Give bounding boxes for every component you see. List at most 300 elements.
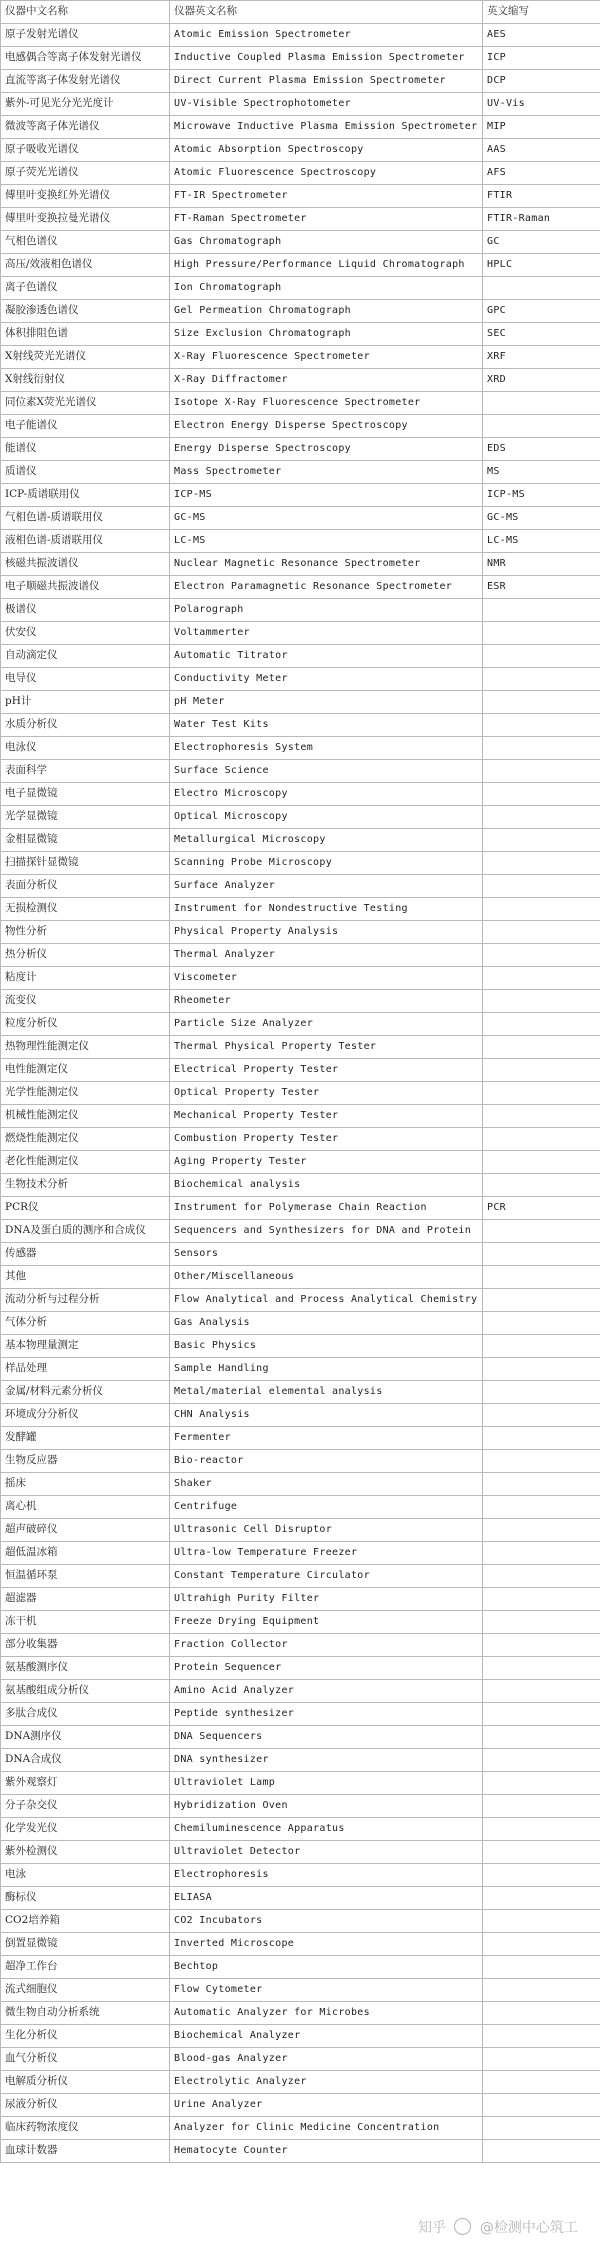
cell-abbreviation	[483, 1289, 600, 1312]
cell-chinese-name: 同位素X荧光光谱仪	[1, 392, 170, 415]
table-row	[1, 1841, 600, 1864]
table-row	[1, 1519, 600, 1542]
table-row	[1, 1680, 600, 1703]
cell-chinese-name: 其他	[1, 1266, 170, 1289]
cell-english-name: Urine Analyzer	[170, 2094, 483, 2117]
cell-chinese-name: 电泳仪	[1, 737, 170, 760]
table-row	[1, 1634, 600, 1657]
cell-abbreviation	[483, 1933, 600, 1956]
cell-chinese-name: 老化性能测定仪	[1, 1151, 170, 1174]
cell-chinese-name: 摇床	[1, 1473, 170, 1496]
table-row	[1, 1933, 600, 1956]
cell-chinese-name: 环境成分分析仪	[1, 1404, 170, 1427]
cell-english-name: Centrifuge	[170, 1496, 483, 1519]
cell-chinese-name: 离心机	[1, 1496, 170, 1519]
cell-chinese-name: 酶标仪	[1, 1887, 170, 1910]
cell-english-name: ELIASA	[170, 1887, 483, 1910]
cell-abbreviation	[483, 1243, 600, 1266]
cell-english-name: Fermenter	[170, 1427, 483, 1450]
table-row	[1, 1979, 600, 2002]
table-row	[1, 1082, 600, 1105]
cell-chinese-name: 发酵罐	[1, 1427, 170, 1450]
cell-abbreviation: LC-MS	[483, 530, 600, 553]
table-row	[1, 645, 600, 668]
cell-chinese-name: 能谱仪	[1, 438, 170, 461]
cell-english-name: Biochemical analysis	[170, 1174, 483, 1197]
table-row	[1, 2140, 600, 2163]
cell-abbreviation: GC	[483, 231, 600, 254]
cell-abbreviation: HPLC	[483, 254, 600, 277]
cell-chinese-name: 部分收集器	[1, 1634, 170, 1657]
cell-chinese-name: 核磁共振波谱仪	[1, 553, 170, 576]
cell-abbreviation	[483, 691, 600, 714]
cell-chinese-name: 离子色谱仪	[1, 277, 170, 300]
cell-abbreviation	[483, 1841, 600, 1864]
cell-english-name: Optical Microscopy	[170, 806, 483, 829]
cell-english-name: Automatic Titrator	[170, 645, 483, 668]
cell-english-name: Other/Miscellaneous	[170, 1266, 483, 1289]
cell-english-name: Amino Acid Analyzer	[170, 1680, 483, 1703]
cell-abbreviation: XRF	[483, 346, 600, 369]
cell-english-name: DNA synthesizer	[170, 1749, 483, 1772]
cell-abbreviation	[483, 1864, 600, 1887]
cell-english-name: Atomic Absorption Spectroscopy	[170, 139, 483, 162]
table-row	[1, 1197, 600, 1220]
cell-english-name: Direct Current Plasma Emission Spectrometer	[170, 70, 483, 93]
table-row	[1, 1588, 600, 1611]
cell-chinese-name: 尿液分析仪	[1, 2094, 170, 2117]
cell-abbreviation	[483, 599, 600, 622]
cell-chinese-name: 粘度计	[1, 967, 170, 990]
cell-chinese-name: X射线衍射仪	[1, 369, 170, 392]
cell-chinese-name: 电子显微镜	[1, 783, 170, 806]
cell-abbreviation: ESR	[483, 576, 600, 599]
cell-english-name: FT-IR Spectrometer	[170, 185, 483, 208]
table-row	[1, 1289, 600, 1312]
cell-abbreviation	[483, 1588, 600, 1611]
cell-chinese-name: 氨基酸组成分析仪	[1, 1680, 170, 1703]
cell-chinese-name: 流动分析与过程分析	[1, 1289, 170, 1312]
cell-abbreviation	[483, 1036, 600, 1059]
cell-english-name: Inductive Coupled Plasma Emission Spectrometer	[170, 47, 483, 70]
cell-chinese-name: 传感器	[1, 1243, 170, 1266]
header-chinese-name: 仪器中文名称	[1, 1, 170, 24]
cell-chinese-name: 电解质分析仪	[1, 2071, 170, 2094]
cell-english-name: Rheometer	[170, 990, 483, 1013]
table-row	[1, 1381, 600, 1404]
cell-chinese-name: 电导仪	[1, 668, 170, 691]
cell-abbreviation	[483, 1105, 600, 1128]
cell-english-name: Blood-gas Analyzer	[170, 2048, 483, 2071]
table-row	[1, 1887, 600, 1910]
cell-english-name: Shaker	[170, 1473, 483, 1496]
cell-abbreviation	[483, 1703, 600, 1726]
cell-english-name: Electron Energy Disperse Spectroscopy	[170, 415, 483, 438]
cell-abbreviation: XRD	[483, 369, 600, 392]
cell-abbreviation	[483, 1358, 600, 1381]
cell-english-name: Gel Permeation Chromatograph	[170, 300, 483, 323]
cell-abbreviation	[483, 898, 600, 921]
cell-english-name: Atomic Fluorescence Spectroscopy	[170, 162, 483, 185]
table-row	[1, 1358, 600, 1381]
cell-abbreviation	[483, 2071, 600, 2094]
table-row	[1, 1128, 600, 1151]
table-row	[1, 1266, 600, 1289]
cell-english-name: Flow Analytical and Process Analytical Chemistry	[170, 1289, 483, 1312]
table-row	[1, 1335, 600, 1358]
cell-chinese-name: 分子杂交仪	[1, 1795, 170, 1818]
cell-abbreviation	[483, 1634, 600, 1657]
cell-abbreviation	[483, 1979, 600, 2002]
cell-english-name: Mechanical Property Tester	[170, 1105, 483, 1128]
cell-abbreviation	[483, 829, 600, 852]
cell-chinese-name: PCR仪	[1, 1197, 170, 1220]
table-row	[1, 875, 600, 898]
cell-abbreviation	[483, 1473, 600, 1496]
cell-abbreviation	[483, 1312, 600, 1335]
cell-english-name: Voltammerter	[170, 622, 483, 645]
table-row	[1, 116, 600, 139]
table-row	[1, 714, 600, 737]
cell-english-name: Sample Handling	[170, 1358, 483, 1381]
cell-english-name: Inverted Microscope	[170, 1933, 483, 1956]
cell-english-name: Gas Chromatograph	[170, 231, 483, 254]
table-row	[1, 461, 600, 484]
cell-abbreviation: PCR	[483, 1197, 600, 1220]
cell-abbreviation	[483, 2048, 600, 2071]
cell-chinese-name: 生化分析仪	[1, 2025, 170, 2048]
table-row	[1, 691, 600, 714]
cell-abbreviation: DCP	[483, 70, 600, 93]
cell-abbreviation	[483, 1496, 600, 1519]
cell-abbreviation	[483, 1565, 600, 1588]
cell-abbreviation	[483, 944, 600, 967]
cell-chinese-name: 直流等离子体发射光谱仪	[1, 70, 170, 93]
table-row	[1, 1450, 600, 1473]
table-row	[1, 346, 600, 369]
cell-chinese-name: 冻干机	[1, 1611, 170, 1634]
cell-chinese-name: 化学发光仪	[1, 1818, 170, 1841]
cell-abbreviation	[483, 2117, 600, 2140]
cell-english-name: Surface Science	[170, 760, 483, 783]
cell-abbreviation	[483, 921, 600, 944]
table-row	[1, 576, 600, 599]
cell-english-name: Nuclear Magnetic Resonance Spectrometer	[170, 553, 483, 576]
table-row	[1, 967, 600, 990]
table-row	[1, 1243, 600, 1266]
cell-abbreviation: AES	[483, 24, 600, 47]
cell-chinese-name: 氨基酸测序仪	[1, 1657, 170, 1680]
cell-abbreviation	[483, 1611, 600, 1634]
cell-chinese-name: 恒温循环泵	[1, 1565, 170, 1588]
cell-abbreviation	[483, 1266, 600, 1289]
table-row	[1, 829, 600, 852]
table-row	[1, 323, 600, 346]
cell-english-name: Analyzer for Clinic Medicine Concentration	[170, 2117, 483, 2140]
cell-english-name: ICP-MS	[170, 484, 483, 507]
cell-english-name: Surface Analyzer	[170, 875, 483, 898]
cell-chinese-name: 超滤器	[1, 1588, 170, 1611]
cell-abbreviation	[483, 714, 600, 737]
cell-chinese-name: 临床药物浓度仪	[1, 2117, 170, 2140]
cell-chinese-name: 光学性能测定仪	[1, 1082, 170, 1105]
cell-chinese-name: 傅里叶变换红外光谱仪	[1, 185, 170, 208]
table-row	[1, 1220, 600, 1243]
table-row	[1, 70, 600, 93]
cell-english-name: FT-Raman Spectrometer	[170, 208, 483, 231]
cell-english-name: Hematocyte Counter	[170, 2140, 483, 2163]
cell-chinese-name: 超低温冰箱	[1, 1542, 170, 1565]
table-row	[1, 622, 600, 645]
table-row	[1, 898, 600, 921]
cell-abbreviation	[483, 737, 600, 760]
cell-english-name: Peptide synthesizer	[170, 1703, 483, 1726]
cell-english-name: High Pressure/Performance Liquid Chromatograph	[170, 254, 483, 277]
cell-english-name: Scanning Probe Microscopy	[170, 852, 483, 875]
cell-abbreviation	[483, 1818, 600, 1841]
table-row	[1, 1013, 600, 1036]
watermark-author: @检测中心筑工	[479, 2220, 578, 2236]
table-header-row	[1, 1, 600, 24]
cell-chinese-name: 金属/材料元素分析仪	[1, 1381, 170, 1404]
cell-abbreviation	[483, 2140, 600, 2163]
table-row	[1, 1703, 600, 1726]
cell-chinese-name: 血气分析仪	[1, 2048, 170, 2071]
table-row	[1, 300, 600, 323]
cell-abbreviation	[483, 1404, 600, 1427]
cell-abbreviation	[483, 1013, 600, 1036]
table-row	[1, 139, 600, 162]
table-row	[1, 1312, 600, 1335]
table-row	[1, 599, 600, 622]
cell-chinese-name: 基本物理量测定	[1, 1335, 170, 1358]
cell-abbreviation	[483, 645, 600, 668]
cell-english-name: Fraction Collector	[170, 1634, 483, 1657]
cell-abbreviation	[483, 277, 600, 300]
cell-chinese-name: 液相色谱-质谱联用仪	[1, 530, 170, 553]
cell-abbreviation	[483, 806, 600, 829]
cell-abbreviation	[483, 1381, 600, 1404]
cell-chinese-name: 燃烧性能测定仪	[1, 1128, 170, 1151]
cell-english-name: Ultraviolet Lamp	[170, 1772, 483, 1795]
cell-abbreviation	[483, 1542, 600, 1565]
cell-abbreviation: GC-MS	[483, 507, 600, 530]
table-row	[1, 530, 600, 553]
cell-abbreviation	[483, 1450, 600, 1473]
table-row	[1, 1726, 600, 1749]
table-row	[1, 2025, 600, 2048]
cell-chinese-name: 热物理性能测定仪	[1, 1036, 170, 1059]
watermark-logo-icon	[454, 2218, 471, 2235]
cell-english-name: Ion Chromatograph	[170, 277, 483, 300]
cell-english-name: UV-Visible Spectrophotometer	[170, 93, 483, 116]
cell-abbreviation: SEC	[483, 323, 600, 346]
cell-english-name: Isotope X-Ray Fluorescence Spectrometer	[170, 392, 483, 415]
cell-abbreviation	[483, 1174, 600, 1197]
cell-abbreviation: UV-Vis	[483, 93, 600, 116]
cell-abbreviation: AFS	[483, 162, 600, 185]
cell-english-name: DNA Sequencers	[170, 1726, 483, 1749]
cell-english-name: Basic Physics	[170, 1335, 483, 1358]
cell-chinese-name: 电感偶合等离子体发射光谱仪	[1, 47, 170, 70]
cell-chinese-name: pH计	[1, 691, 170, 714]
cell-chinese-name: 微生物自动分析系统	[1, 2002, 170, 2025]
cell-abbreviation	[483, 2025, 600, 2048]
cell-english-name: Hybridization Oven	[170, 1795, 483, 1818]
cell-english-name: Optical Property Tester	[170, 1082, 483, 1105]
cell-english-name: Electro Microscopy	[170, 783, 483, 806]
cell-english-name: Sensors	[170, 1243, 483, 1266]
cell-chinese-name: 流变仪	[1, 990, 170, 1013]
cell-abbreviation: EDS	[483, 438, 600, 461]
cell-abbreviation	[483, 392, 600, 415]
cell-english-name: pH Meter	[170, 691, 483, 714]
table-row	[1, 484, 600, 507]
header-abbreviation: 英文缩写	[483, 1, 600, 24]
cell-english-name: Bechtop	[170, 1956, 483, 1979]
cell-chinese-name: 微波等离子体光谱仪	[1, 116, 170, 139]
cell-abbreviation: FTIR-Raman	[483, 208, 600, 231]
table-row	[1, 1864, 600, 1887]
cell-english-name: Atomic Emission Spectrometer	[170, 24, 483, 47]
cell-chinese-name: 凝胶渗透色谱仪	[1, 300, 170, 323]
table-row	[1, 1174, 600, 1197]
cell-chinese-name: 热分析仪	[1, 944, 170, 967]
cell-abbreviation: AAS	[483, 139, 600, 162]
cell-english-name: Ultraviolet Detector	[170, 1841, 483, 1864]
cell-chinese-name: 紫外检测仪	[1, 1841, 170, 1864]
table-row	[1, 438, 600, 461]
cell-english-name: Thermal Physical Property Tester	[170, 1036, 483, 1059]
cell-english-name: Physical Property Analysis	[170, 921, 483, 944]
cell-abbreviation	[483, 1220, 600, 1243]
cell-abbreviation	[483, 1726, 600, 1749]
cell-english-name: Thermal Analyzer	[170, 944, 483, 967]
cell-chinese-name: 原子荧光光谱仪	[1, 162, 170, 185]
table-row	[1, 921, 600, 944]
cell-chinese-name: DNA合成仪	[1, 1749, 170, 1772]
cell-chinese-name: 物性分析	[1, 921, 170, 944]
cell-english-name: Conductivity Meter	[170, 668, 483, 691]
cell-english-name: Mass Spectrometer	[170, 461, 483, 484]
cell-abbreviation	[483, 1128, 600, 1151]
cell-abbreviation	[483, 1427, 600, 1450]
table-row	[1, 760, 600, 783]
cell-abbreviation	[483, 1335, 600, 1358]
cell-english-name: Electrolytic Analyzer	[170, 2071, 483, 2094]
cell-english-name: Flow Cytometer	[170, 1979, 483, 2002]
table-row	[1, 93, 600, 116]
cell-chinese-name: 生物技术分析	[1, 1174, 170, 1197]
cell-abbreviation	[483, 1887, 600, 1910]
cell-chinese-name: 气相色谱-质谱联用仪	[1, 507, 170, 530]
cell-english-name: Size Exclusion Chromatograph	[170, 323, 483, 346]
cell-abbreviation	[483, 1151, 600, 1174]
zhihu-watermark	[418, 2217, 578, 2237]
table-row	[1, 2048, 600, 2071]
cell-chinese-name: 样品处理	[1, 1358, 170, 1381]
table-row	[1, 1795, 600, 1818]
cell-english-name: LC-MS	[170, 530, 483, 553]
cell-english-name: Particle Size Analyzer	[170, 1013, 483, 1036]
cell-english-name: Water Test Kits	[170, 714, 483, 737]
cell-english-name: Metallurgical Microscopy	[170, 829, 483, 852]
cell-chinese-name: 表面分析仪	[1, 875, 170, 898]
cell-english-name: Instrument for Polymerase Chain Reaction	[170, 1197, 483, 1220]
cell-abbreviation: ICP-MS	[483, 484, 600, 507]
cell-chinese-name: CO2培养箱	[1, 1910, 170, 1933]
table-row	[1, 1151, 600, 1174]
table-row	[1, 1749, 600, 1772]
table-row	[1, 1473, 600, 1496]
cell-abbreviation	[483, 1680, 600, 1703]
cell-english-name: Microwave Inductive Plasma Emission Spectrometer	[170, 116, 483, 139]
cell-english-name: Ultrahigh Purity Filter	[170, 1588, 483, 1611]
cell-english-name: Ultrasonic Cell Disruptor	[170, 1519, 483, 1542]
table-row	[1, 990, 600, 1013]
cell-abbreviation	[483, 1082, 600, 1105]
cell-abbreviation: MIP	[483, 116, 600, 139]
table-row	[1, 553, 600, 576]
table-row	[1, 668, 600, 691]
cell-abbreviation	[483, 668, 600, 691]
table-row	[1, 1611, 600, 1634]
table-row	[1, 1542, 600, 1565]
table-row	[1, 806, 600, 829]
cell-english-name: Polarograph	[170, 599, 483, 622]
table-row	[1, 1818, 600, 1841]
cell-abbreviation	[483, 852, 600, 875]
table-row	[1, 47, 600, 70]
cell-abbreviation	[483, 1910, 600, 1933]
cell-chinese-name: 水质分析仪	[1, 714, 170, 737]
cell-chinese-name: 伏安仪	[1, 622, 170, 645]
cell-chinese-name: 倒置显微镜	[1, 1933, 170, 1956]
cell-english-name: Electrical Property Tester	[170, 1059, 483, 1082]
table-row	[1, 254, 600, 277]
table-row	[1, 944, 600, 967]
cell-chinese-name: 气体分析	[1, 1312, 170, 1335]
table-row	[1, 1496, 600, 1519]
cell-english-name: CO2 Incubators	[170, 1910, 483, 1933]
cell-english-name: Constant Temperature Circulator	[170, 1565, 483, 1588]
table-row	[1, 1427, 600, 1450]
cell-chinese-name: 光学显微镜	[1, 806, 170, 829]
table-row	[1, 1105, 600, 1128]
table-row	[1, 1036, 600, 1059]
cell-chinese-name: 扫描探针显微镜	[1, 852, 170, 875]
table-row	[1, 1059, 600, 1082]
table-row	[1, 852, 600, 875]
cell-chinese-name: 紫外-可见光分光光度计	[1, 93, 170, 116]
cell-chinese-name: 生物反应器	[1, 1450, 170, 1473]
table-row	[1, 2094, 600, 2117]
cell-chinese-name: 超声破碎仪	[1, 1519, 170, 1542]
cell-english-name: Viscometer	[170, 967, 483, 990]
table-row	[1, 185, 600, 208]
cell-english-name: Sequencers and Synthesizers for DNA and Protein	[170, 1220, 483, 1243]
cell-english-name: Freeze Drying Equipment	[170, 1611, 483, 1634]
cell-abbreviation	[483, 1772, 600, 1795]
table-row	[1, 277, 600, 300]
table-row	[1, 737, 600, 760]
cell-chinese-name: 无损检测仪	[1, 898, 170, 921]
cell-chinese-name: 机械性能测定仪	[1, 1105, 170, 1128]
cell-chinese-name: X射线荧光光谱仪	[1, 346, 170, 369]
cell-english-name: Ultra-low Temperature Freezer	[170, 1542, 483, 1565]
cell-english-name: Electron Paramagnetic Resonance Spectrometer	[170, 576, 483, 599]
table-row	[1, 507, 600, 530]
